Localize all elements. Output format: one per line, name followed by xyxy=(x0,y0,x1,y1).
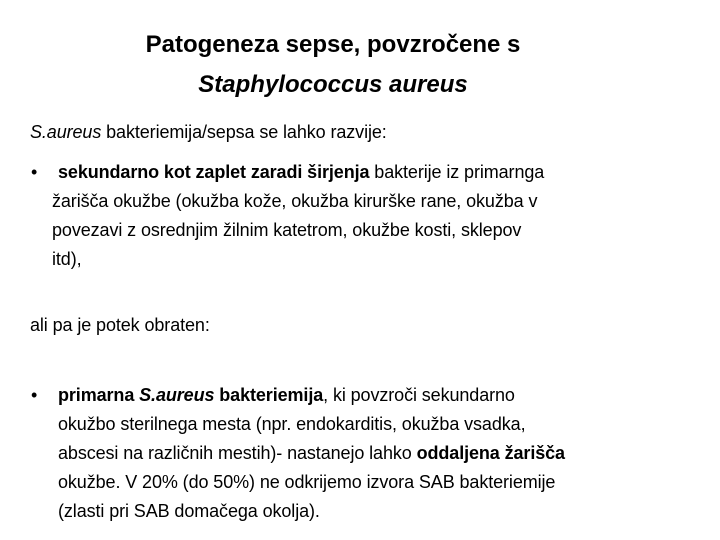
bullet-2-line2: okužbo sterilnega mesta (npr. endokarditis, okužba vsadka, xyxy=(58,414,526,434)
slide-title-line2: Staphylococcus aureus xyxy=(198,71,468,98)
bullet-2-rest: , ki povzroči sekundarno xyxy=(323,385,515,405)
bullet-2-line1 xyxy=(58,383,515,407)
intro-text xyxy=(30,120,387,144)
bullet-1-line1 xyxy=(58,160,544,184)
intro-rest: bakteriemija/sepsa se lahko razvije: xyxy=(101,122,387,142)
bullet-2-marker: • xyxy=(31,385,38,405)
bullet-2-line3 xyxy=(58,441,565,465)
bullet-2-line5: (zlasti pri SAB domačega okolja). xyxy=(58,501,320,521)
bullet-1-line4: itd), xyxy=(52,249,82,269)
bullet-1-line2: žarišča okužbe (okužba kože, okužba kirurške rane, okužba v xyxy=(52,191,538,211)
bullet-1-marker: • xyxy=(31,162,38,182)
middle-text: ali pa je potek obraten: xyxy=(30,315,210,335)
bullet-2-line4: okužbe. V 20% (do 50%) ne odkrijemo izvora SAB bakteriemije xyxy=(58,472,556,492)
organism-name: S.aureus xyxy=(30,122,102,142)
slide-title-line1: Patogeneza sepse, povzročene s xyxy=(145,31,521,58)
bullet-2-l3-pre: abscesi na različnih mestih)- nastanejo lahko xyxy=(58,443,417,463)
bullet-2-l3-bold: oddaljena žarišča xyxy=(416,443,565,463)
bullet-1-line3: povezavi z osrednjim žilnim katetrom, okužbe kosti, sklepov xyxy=(52,220,522,240)
bullet-2-bold1: primarna xyxy=(58,385,140,405)
bullet-2-organism: S.aureus xyxy=(139,385,215,405)
bullet-2-bold2: bakteriemija xyxy=(214,385,324,405)
bullet-1-rest: bakterije iz primarnga xyxy=(369,162,545,182)
bullet-1-bold: sekundarno kot zaplet zaradi širjenja xyxy=(58,162,370,182)
